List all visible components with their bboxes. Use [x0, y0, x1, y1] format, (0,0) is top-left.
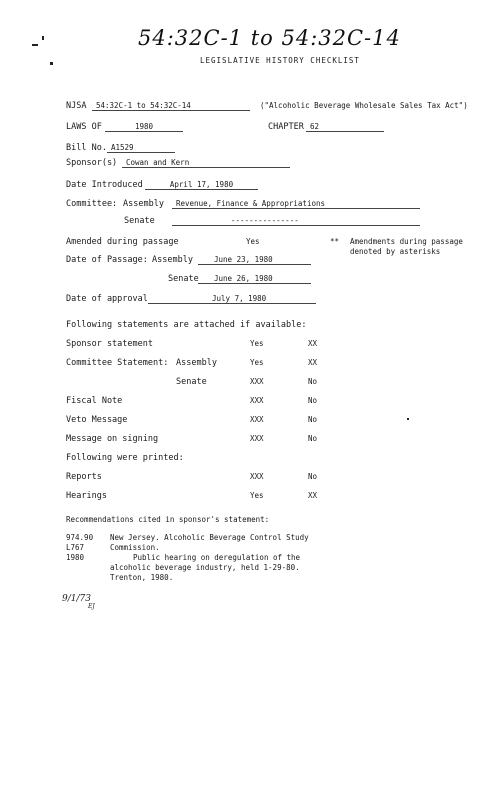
chapter-value: 62	[306, 122, 384, 132]
statement-sub-label: Senate	[176, 377, 207, 387]
statement-no: No	[308, 415, 318, 424]
committee-senate-label: Senate	[124, 216, 155, 226]
printed-label: Hearings	[66, 491, 107, 501]
laws-of-value: 1980	[105, 122, 183, 132]
printed-heading: Following were printed:	[66, 453, 184, 463]
amended-asterisk: **	[330, 237, 340, 246]
committee-assembly-label: Assembly	[123, 199, 164, 209]
amendments-note-line2: denoted by asterisks	[350, 247, 441, 256]
date-introduced-value: April 17, 1980	[145, 180, 258, 190]
citation-line3: Public hearing on deregulation of the	[133, 553, 301, 562]
page-title: LEGISLATIVE HISTORY CHECKLIST	[200, 56, 360, 65]
statement-yes: XXX	[250, 377, 264, 386]
printed-label: Reports	[66, 472, 102, 482]
amendments-note-line1: Amendments during passage	[350, 237, 463, 246]
passage-assembly-label: Assembly	[152, 255, 193, 265]
statement-label: Committee Statement:	[66, 358, 169, 368]
statement-no: No	[308, 377, 318, 386]
committee-label: Committee:	[66, 199, 118, 209]
statement-label: Message on signing	[66, 434, 159, 444]
approval-value: July 7, 1980	[148, 294, 316, 304]
statement-yes: XXX	[250, 415, 264, 424]
printed-yes: Yes	[250, 491, 264, 500]
statement-yes: XXX	[250, 396, 264, 405]
committee-assembly-value: Revenue, Finance & Appropriations	[172, 199, 420, 209]
sponsors-value: Cowan and Kern	[122, 158, 290, 168]
statement-no: No	[308, 434, 318, 443]
statement-yes: XXX	[250, 434, 264, 443]
footer-initials: EJ	[88, 603, 95, 610]
call-number-line3: 1980	[66, 553, 85, 562]
act-name: ("Alcoholic Beverage Wholesale Sales Tax Act")	[260, 101, 468, 110]
njsa-label: NJSA	[66, 101, 87, 111]
laws-of-label: LAWS OF	[66, 122, 102, 132]
attached-heading: Following statements are attached if available:	[66, 320, 307, 330]
approval-label: Date of approval	[66, 294, 148, 304]
statement-yes: Yes	[250, 339, 264, 348]
printed-no: No	[308, 472, 318, 481]
passage-assembly-value: June 23, 1980	[198, 255, 311, 265]
statement-yes: Yes	[250, 358, 264, 367]
amended-label: Amended during passage	[66, 237, 179, 247]
call-number-line2: L767	[66, 543, 85, 552]
bill-no-label: Bill No.	[66, 143, 107, 153]
statement-no: No	[308, 396, 318, 405]
scan-speck	[32, 44, 38, 46]
citation-line1: New Jersey. Alcoholic Beverage Control Study	[110, 533, 309, 542]
amended-yes: Yes	[246, 237, 260, 246]
date-introduced-label: Date Introduced	[66, 180, 143, 190]
recommendations-heading: Recommendations cited in sponsor's statement:	[66, 515, 270, 524]
chapter-label: CHAPTER	[268, 122, 304, 132]
statement-label: Veto Message	[66, 415, 128, 425]
citation-line2: Commission.	[110, 543, 160, 552]
statement-label: Fiscal Note	[66, 396, 123, 406]
printed-no: XX	[308, 491, 318, 500]
citation-line4: alcoholic beverage industry, held 1-29-80.	[110, 563, 300, 572]
committee-senate-value: ---------------	[172, 216, 420, 226]
njsa-value: 54:32C-1 to 54:32C-14	[92, 101, 250, 111]
printed-yes: XXX	[250, 472, 264, 481]
statement-sub-label: Assembly	[176, 358, 217, 368]
statement-no: XX	[308, 358, 318, 367]
call-number-line1: 974.90	[66, 533, 94, 542]
passage-label: Date of Passage:	[66, 255, 148, 265]
passage-senate-value: June 26, 1980	[198, 274, 311, 284]
footer-handwritten-date: 9/1/73	[62, 594, 91, 604]
scan-speck	[50, 62, 53, 65]
handwritten-statute-range: 54:32C-1 to 54:32C-14	[138, 26, 401, 50]
statement-label: Sponsor statement	[66, 339, 153, 349]
citation-line5: Trenton, 1980.	[110, 573, 174, 582]
bill-no-value: A1529	[107, 143, 175, 153]
passage-senate-label: Senate	[168, 274, 199, 284]
sponsors-label: Sponsor(s)	[66, 158, 118, 168]
scan-speck	[407, 418, 409, 420]
scan-speck	[42, 36, 44, 40]
statement-no: XX	[308, 339, 318, 348]
